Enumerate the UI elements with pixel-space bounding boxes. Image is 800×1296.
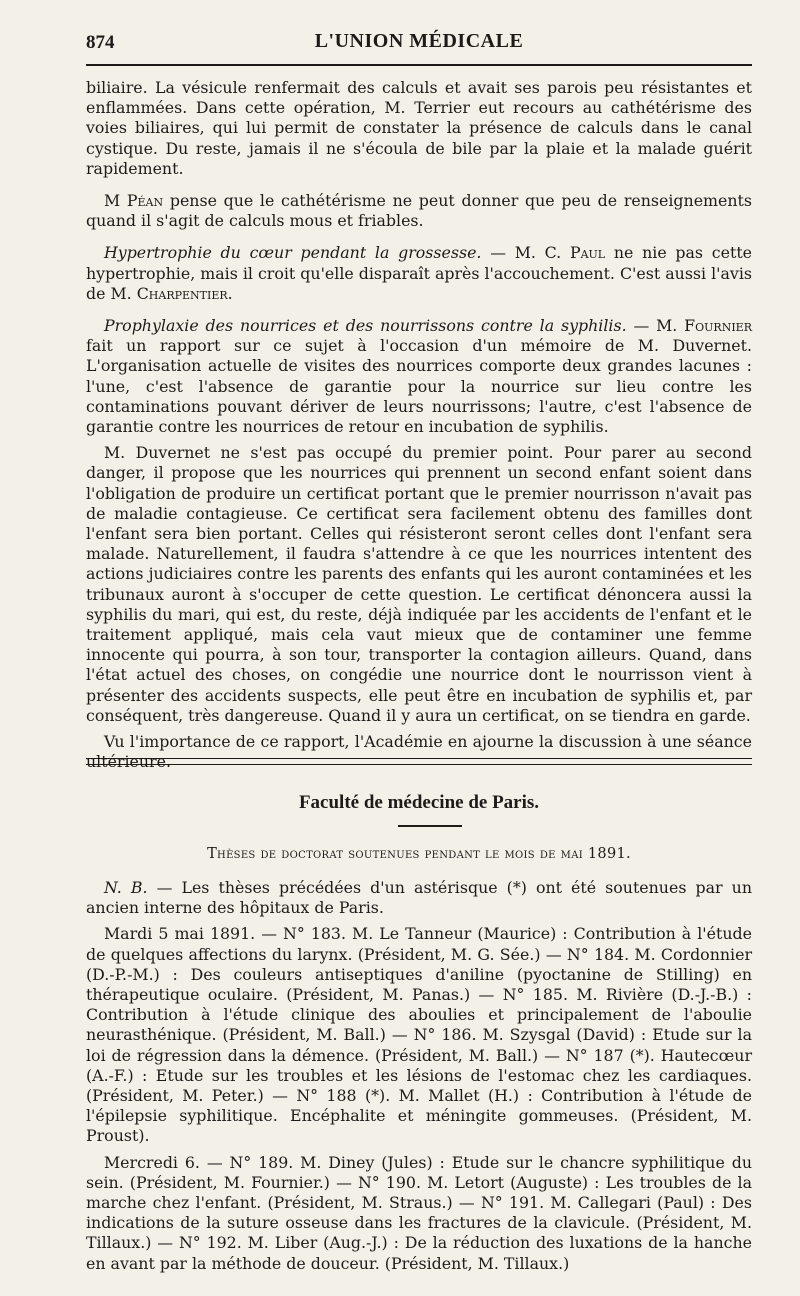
- header-rule: [86, 64, 752, 66]
- paragraph-mardi: Mardi 5 mai 1891. — N° 183. M. Le Tanneur (Maurice) : Contribution à l'étude de quelques affections du larynx. (Président, M. G. Sée.) — N° 184. M. Cordonnier (D.-P.-M.) : Des couleurs antiseptiques d'aniline (pyoctanine de Stilling) en thérapeutique oculaire. (Président, M. Panas.) — N° 185. M. Rivière (D.-J.-B.) : Contribution à l'étude clinique des aboulies et principalement de l'aboulie neurasthénique. (Président, M. Ball.) — N° 186. M. Szysgal (David) : Etude sur la loi de régression dans la démence. (Président, M. Ball.) — N° 187 (*). Hautecœur (A.-F.) : Etude sur les troubles et les lésions de l'estomac chez les cardiaques. (Président, M. Peter.) — N° 188 (*). M. Mallet (H.) : Contribution à l'étude de l'épilepsie syphilitique. Encéphalite et méningite gommeuses. (Président, M. Proust).: [86, 924, 752, 1146]
- section-double-rule: [86, 758, 752, 765]
- author-name: Fournier: [684, 316, 752, 336]
- title-rule: [398, 825, 462, 827]
- section-subtitle: Thèses de doctorat soutenues pendant le mois de mai 1891.: [207, 846, 631, 862]
- author-name: Charpentier.: [136, 283, 233, 303]
- paragraph-mercredi: Mercredi 6. — N° 189. M. Diney (Jules) : Etude sur le chancre syphilitique du sein. (Président, M. Fournier.) — N° 190. M. Letort (Auguste) : Les troubles de la marche chez l'enfant. (Président, M. Straus.) — N° 191. M. Callegari (Paul) : Des indications de la suture osseuse dans les fractures de la clavicule. (Président, M. Tillaux.) — N° 192. M. Liber (Aug.-J.) : De la réduction des luxations de la hanche en avant par la méthode de douceur. (Président, M. Tillaux.): [86, 1152, 752, 1273]
- running-head: [86, 28, 752, 54]
- topic-title: Prophylaxie des nourrices et des nourrissons contre la syphilis.: [104, 316, 627, 336]
- paragraph-biliary: biliaire. La vésicule renfermait des calculs et avait ses parois peu résistantes et enflammées. Dans cette opération, M. Terrier eut recours au cathétérisme des voies biliaires, qui lui permit de constater la présence de calculs dans le canal cystique. Du reste, jamais il ne s'écoula de bile par la plaie et la malade guérit rapidement.: [86, 78, 752, 178]
- paragraph-hypertrophy: Hypertrophie du cœur pendant la grossesse. — M. C. Paul ne nie pas cette hypertrophie, mais il croit qu'elle disparaît après l'accouchement. C'est aussi l'avis de M. Charpentier.: [86, 243, 753, 303]
- paragraph-nb: N. B. — Les thèses précédées d'un astérisque (*) ont été soutenues par un ancien interne des hôpitaux de Paris.: [86, 878, 752, 918]
- journal-title: L'UNION MÉDICALE: [314, 30, 524, 52]
- author-name: Péan: [126, 191, 164, 211]
- paragraph-duvernet: M. Duvernet ne s'est pas occupé du premier point. Pour parer au second danger, il propose que les nourrices qui prennent un second enfant soient dans l'obligation de produire un certificat portant que le premier nourrisson n'avait pas de maladie contagieuse. Ce certificat sera facilement obtenu des familles dont l'enfant sera bien portant. Celles qui résisteront seront celles dont l'enfant sera malade. Naturellement, il faudra s'attendre à ce que les nourrices intentent des actions judiciaires contre les parents des enfants qui les auront contaminées et les tribunaux auront à s'occuper de cette question. Le certificat dénoncera aussi la syphilis du mari, qui est, du reste, déjà indiquée par les accidents de l'enfant et le traitement appliqué, mais cela vaut mieux que de contaminer une femme innocente qui pourra, à son tour, transporter la contagion ailleurs. Quand, dans l'état actuel des choses, on congédie une nourrice dont le nourrisson vient à présenter des accidents suspects, elle peut être en incubation de syphilis et, par conséquent, très dangereuse. Quand il y aura un certificat, on se tiendra en garde.: [86, 443, 752, 725]
- section-title: Faculté de médecine de Paris.: [298, 792, 540, 813]
- page-number: 874: [86, 32, 115, 53]
- theses-list: [86, 878, 752, 1274]
- paragraph-pean: M Péan pense que le cathétérisme ne peut donner que peu de renseignements quand il s'agit de calculs mous et friables.: [86, 191, 752, 231]
- topic-title: Hypertrophie du cœur pendant la grossesse.: [104, 243, 482, 263]
- academy-report: [86, 78, 752, 773]
- author-name: Paul: [569, 243, 606, 263]
- paragraph-prophylaxis: Prophylaxie des nourrices et des nourrissons contre la syphilis. — M. Fournier fait un rapport sur ce sujet à l'occasion d'un mémoire de M. Duvernet. L'organisation actuelle de visites des nourrices comporte deux grandes lacunes : l'une, c'est l'absence de garantie pour la nourrice sur lieu contre les contaminations pouvant dériver de leurs nourrissons; l'autre, c'est l'absence de garantie contre les nourrices de retour en incubation de syphilis.: [86, 316, 752, 437]
- paragraph-adjourn: Vu l'importance de ce rapport, l'Académie en ajourne la discussion à une séance ultérieure.: [86, 732, 752, 772]
